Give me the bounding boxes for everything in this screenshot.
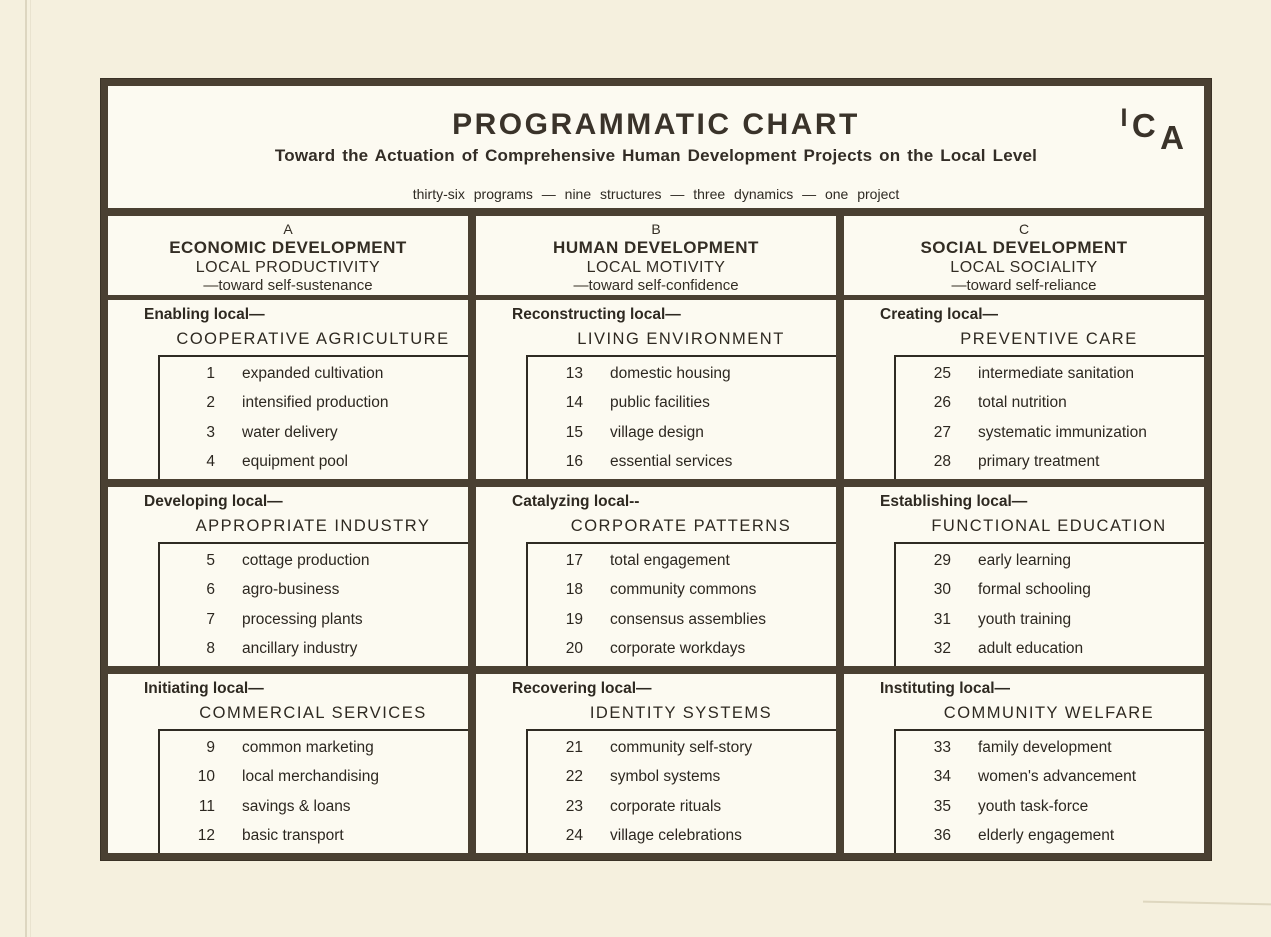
program-box-cooperative-agriculture [108, 300, 468, 479]
chart-header-band [108, 86, 1204, 208]
program-number: 3 [206, 423, 215, 441]
program-item [528, 581, 836, 599]
program-name: village design [610, 423, 704, 441]
program-number: 7 [206, 610, 215, 628]
program-list [526, 729, 836, 853]
program-number: 5 [206, 551, 215, 569]
program-item [896, 827, 1204, 845]
program-item [896, 739, 1204, 757]
program-number: 27 [933, 423, 951, 441]
chart-grid [108, 216, 1204, 853]
program-list [526, 355, 836, 479]
program-name: processing plants [242, 610, 363, 628]
program-number: 13 [565, 364, 583, 382]
program-name: local merchandising [242, 768, 379, 786]
program-number: 6 [206, 581, 215, 599]
program-name: agro-business [242, 581, 340, 599]
program-name: equipment pool [242, 453, 348, 471]
column-subname: LOCAL PRODUCTIVITY [195, 259, 381, 277]
program-number: 12 [197, 827, 215, 845]
ica-logo-letter-a: A [1160, 119, 1184, 156]
program-item [528, 424, 836, 442]
program-item [528, 798, 836, 816]
column-header-a [108, 216, 468, 295]
program-number: 20 [565, 640, 583, 658]
program-box-preventive-care [844, 300, 1204, 479]
program-name: symbol systems [610, 768, 721, 786]
program-box-community-welfare [844, 674, 1204, 853]
program-box-row [108, 300, 1204, 479]
program-item [160, 827, 468, 845]
ica-logo-letter-c: C [1131, 107, 1156, 144]
ica-logo [1120, 98, 1184, 156]
program-item [160, 453, 468, 471]
program-box-functional-education [844, 487, 1204, 666]
structure-title: COMMERCIAL SERVICES [199, 704, 427, 722]
program-item [160, 581, 468, 599]
program-name: expanded cultivation [242, 364, 384, 382]
program-item [528, 611, 836, 629]
program-item [160, 739, 468, 757]
program-number: 9 [206, 738, 215, 756]
column-motto: —toward self-sustenance [203, 277, 373, 295]
program-name: total nutrition [978, 394, 1067, 412]
program-list [894, 355, 1204, 479]
program-item [528, 768, 836, 786]
program-item [896, 394, 1204, 412]
program-number: 28 [933, 453, 951, 471]
program-number: 4 [206, 453, 215, 471]
dynamic-label: Catalyzing local-- [512, 493, 640, 510]
program-name: family development [978, 738, 1112, 756]
dynamic-label: Establishing local— [880, 493, 1028, 510]
chart-tagline: thirty-six programs — nine structures — three dynamics — one project [412, 186, 900, 202]
program-name: village celebrations [610, 827, 742, 845]
program-name: primary treatment [978, 453, 1100, 471]
program-number: 2 [206, 394, 215, 412]
column-header-c [844, 216, 1204, 295]
program-number: 32 [933, 640, 951, 658]
program-item [160, 552, 468, 570]
program-number: 35 [933, 797, 951, 815]
program-item [896, 424, 1204, 442]
scan-artifact-line [1143, 901, 1271, 906]
program-list [158, 355, 468, 479]
dynamic-label: Instituting local— [880, 680, 1011, 697]
program-name: youth task-force [978, 797, 1089, 815]
program-name: corporate workdays [610, 640, 746, 658]
column-header-row [108, 216, 1204, 295]
program-name: community self-story [610, 738, 753, 756]
page-title: PROGRAMMATIC CHART [452, 108, 860, 141]
program-name: domestic housing [610, 364, 731, 382]
structure-title: COMMUNITY WELFARE [943, 704, 1155, 722]
program-number: 22 [565, 768, 583, 786]
dynamic-label: Recovering local— [512, 680, 652, 697]
page-edge-line [25, 0, 27, 937]
column-name: HUMAN DEVELOPMENT [553, 237, 759, 257]
dynamic-label: Enabling local— [144, 306, 265, 323]
structure-title: PREVENTIVE CARE [960, 330, 1138, 348]
program-number: 30 [933, 581, 951, 599]
program-item [896, 552, 1204, 570]
structure-title: LIVING ENVIRONMENT [577, 330, 785, 348]
program-box-corporate-patterns [476, 487, 836, 666]
dynamic-label: Reconstructing local— [512, 306, 681, 323]
program-item [160, 768, 468, 786]
program-number: 36 [933, 827, 951, 845]
program-item [896, 768, 1204, 786]
program-item [528, 453, 836, 471]
program-item [528, 365, 836, 383]
program-item [896, 581, 1204, 599]
program-name: formal schooling [978, 581, 1091, 599]
column-motto: —toward self-confidence [573, 277, 739, 295]
program-item [896, 798, 1204, 816]
programmatic-chart [100, 78, 1212, 861]
ica-logo-letter-i: I [1120, 104, 1128, 132]
program-item [528, 739, 836, 757]
column-subname: LOCAL MOTIVITY [586, 259, 726, 277]
chart-subtitle: Toward the Actuation of Comprehensive Human Development Projects on the Local Level [274, 146, 1038, 165]
program-name: ancillary industry [242, 640, 358, 658]
program-list [158, 729, 468, 853]
program-number: 33 [933, 738, 951, 756]
column-letter: B [651, 221, 661, 237]
column-name: ECONOMIC DEVELOPMENT [169, 237, 407, 257]
program-name: community commons [610, 581, 757, 599]
column-subname: LOCAL SOCIALITY [950, 259, 1098, 277]
program-name: public facilities [610, 394, 710, 412]
program-number: 31 [933, 610, 951, 628]
program-name: corporate rituals [610, 797, 722, 815]
column-letter: C [1018, 221, 1030, 237]
program-number: 23 [565, 797, 583, 815]
program-item [528, 640, 836, 658]
program-name: youth training [978, 610, 1072, 628]
program-item [160, 424, 468, 442]
program-name: basic transport [242, 827, 344, 845]
structure-title: FUNCTIONAL EDUCATION [931, 517, 1167, 535]
program-number: 18 [565, 581, 583, 599]
program-number: 14 [565, 394, 583, 412]
column-header-b [476, 216, 836, 295]
program-number: 25 [933, 364, 951, 382]
program-box-commercial-services [108, 674, 468, 853]
program-name: intensified production [242, 394, 389, 412]
program-number: 24 [565, 827, 583, 845]
structure-title: APPROPRIATE INDUSTRY [195, 517, 431, 535]
program-item [160, 394, 468, 412]
program-box-appropriate-industry [108, 487, 468, 666]
program-item [160, 611, 468, 629]
program-name: savings & loans [242, 797, 351, 815]
program-item [896, 611, 1204, 629]
column-name: SOCIAL DEVELOPMENT [920, 237, 1128, 257]
program-item [528, 552, 836, 570]
program-name: cottage production [242, 551, 370, 569]
program-name: total engagement [610, 551, 730, 569]
program-number: 11 [198, 797, 215, 815]
program-name: intermediate sanitation [978, 364, 1134, 382]
program-number: 26 [933, 394, 951, 412]
column-letter: A [283, 221, 293, 237]
program-item [896, 365, 1204, 383]
program-item [160, 798, 468, 816]
program-name: essential services [610, 453, 733, 471]
program-name: water delivery [242, 423, 338, 441]
dynamic-label: Creating local— [880, 306, 998, 323]
program-number: 10 [197, 768, 215, 786]
program-item [160, 365, 468, 383]
program-box-living-environment [476, 300, 836, 479]
program-number: 29 [933, 551, 951, 569]
program-name: early learning [978, 551, 1072, 569]
structure-title: COOPERATIVE AGRICULTURE [176, 330, 450, 348]
program-number: 21 [565, 738, 583, 756]
column-motto: —toward self-reliance [951, 277, 1097, 295]
program-item [528, 394, 836, 412]
program-name: adult education [978, 640, 1084, 658]
program-box-row [108, 674, 1204, 853]
program-item [160, 640, 468, 658]
dynamic-label: Developing local— [144, 493, 283, 510]
program-item [528, 827, 836, 845]
program-number: 19 [565, 610, 583, 628]
program-list [526, 542, 836, 666]
structure-title: CORPORATE PATTERNS [570, 517, 792, 535]
page-edge-line-2 [30, 0, 31, 937]
program-box-identity-systems [476, 674, 836, 853]
program-list [158, 542, 468, 666]
program-number: 34 [933, 768, 951, 786]
dynamic-label: Initiating local— [144, 680, 264, 697]
program-name: systematic immunization [978, 423, 1147, 441]
program-name: elderly engagement [978, 827, 1115, 845]
program-name: consensus assemblies [610, 610, 766, 628]
program-item [896, 640, 1204, 658]
program-name: common marketing [242, 738, 374, 756]
program-list [894, 542, 1204, 666]
program-number: 15 [565, 423, 583, 441]
program-number: 8 [206, 640, 215, 658]
program-box-row [108, 487, 1204, 666]
program-number: 17 [565, 551, 583, 569]
program-number: 1 [206, 364, 215, 382]
program-number: 16 [565, 453, 583, 471]
program-list [894, 729, 1204, 853]
structure-title: IDENTITY SYSTEMS [589, 704, 773, 722]
program-name: women's advancement [978, 768, 1137, 786]
program-item [896, 453, 1204, 471]
